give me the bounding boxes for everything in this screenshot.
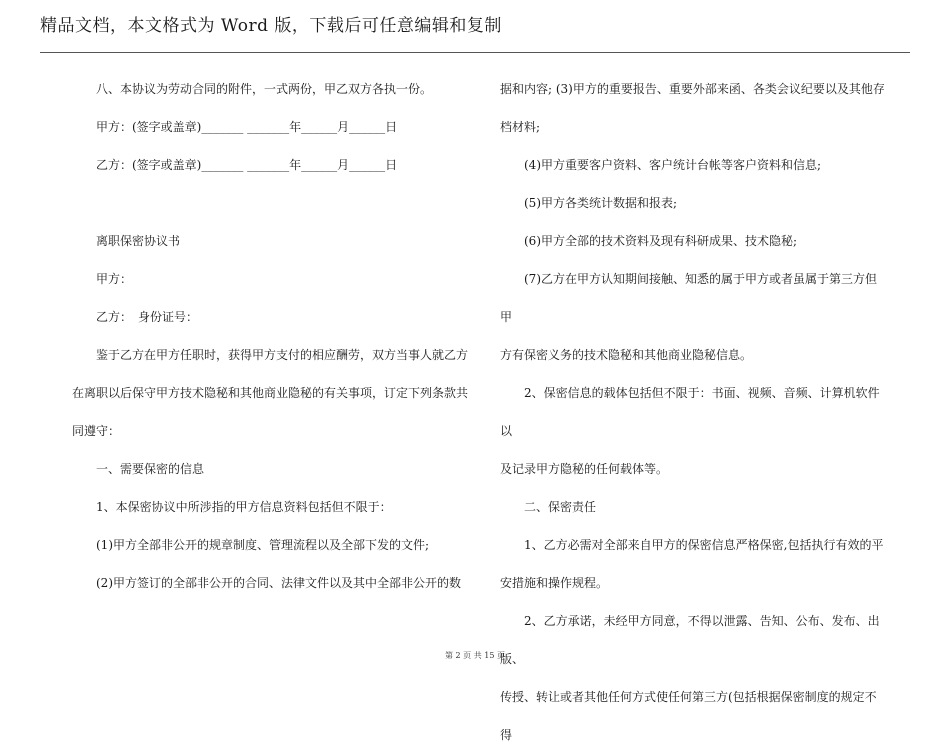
- party-b-signature-line: 乙方：(签字或盖章)_______ _______年______月______日: [96, 158, 398, 172]
- preamble-line-3: 同遵守：: [72, 424, 121, 438]
- section-two-heading: 二、保密责任: [524, 500, 597, 514]
- section-one-sub-7-line-2: 方有保密义务的技术隐秘和其他商业隐秘信息。: [500, 348, 753, 362]
- section-two-item-2-line-2: 传授、转让或者其他任何方式使任何第三方(包括根据保密制度的规定不得: [500, 690, 877, 742]
- section-two-item-2-line-1: 2、乙方承诺，未经甲方同意，不得以泄露、告知、公布、发布、出版、: [500, 614, 880, 666]
- preamble-line-1: 鉴于乙方在甲方任职时，获得甲方支付的相应酬劳，双方当事人就乙方: [96, 348, 469, 362]
- section-one-sub-6: (6)甲方全部的技术资料及现有科研成果、技术隐秘;: [524, 234, 798, 248]
- section-one-item-1: 1、本保密协议中所涉指的甲方信息资料包括但不限于：: [96, 500, 392, 514]
- party-a-signature-line: 甲方：(签字或盖章)_______ _______年______月______日: [96, 120, 398, 134]
- section-one-heading: 一、需要保密的信息: [96, 462, 205, 476]
- right-line-1: 据和内容; (3)甲方的重要报告、重要外部来函、各类会议纪要以及其他存: [500, 82, 885, 96]
- section-two-item-1-line-1: 1、乙方必需对全部来自甲方的保密信息严格保密,包括执行有效的平: [524, 538, 884, 552]
- document-header: 精品文档，本文格式为 Word 版，下载后可任意编辑和复制: [40, 16, 502, 36]
- section-one-sub-1: (1)甲方全部非公开的规章制度、管理流程以及全部下发的文件;: [96, 538, 430, 552]
- section-one-sub-4: (4)甲方重要客户资料、客户统计台帐等客户资料和信息;: [524, 158, 822, 172]
- party-a-label: 甲方：: [96, 272, 133, 286]
- section-one-item-2-line-2: 及记录甲方隐秘的任何载体等。: [500, 462, 669, 476]
- agreement-title: 离职保密协议书: [96, 234, 181, 248]
- preamble-line-2: 在离职以后保守甲方技术隐秘和其他商业隐秘的有关事项，订定下列条款共: [72, 386, 469, 400]
- section-one-sub-5: (5)甲方各类统计数据和报表;: [524, 196, 678, 210]
- party-b-id-label: 乙方： 身份证号：: [96, 310, 199, 324]
- section-two-item-1-line-2: 安措施和操作规程。: [500, 576, 609, 590]
- blank-line: [72, 184, 472, 222]
- section-one-sub-2: (2)甲方签订的全部非公开的合同、法律文件以及其中全部非公开的数: [96, 576, 462, 590]
- clause-eight: 八、本协议为劳动合同的附件，一式两份，甲乙双方各执一份。: [96, 82, 433, 96]
- left-column: [72, 70, 472, 602]
- header-divider: [40, 52, 910, 53]
- right-line-2: 档材料;: [500, 120, 541, 134]
- section-one-sub-7-line-1: (7)乙方在甲方认知期间接触、知悉的属于甲方或者虽属于第三方但甲: [500, 272, 878, 324]
- section-one-item-2-line-1: 2、保密信息的载体包括但不限于：书面、视频、音频、计算机软件以: [500, 386, 880, 438]
- page-number: 第 2 页 共 15 页: [445, 651, 505, 660]
